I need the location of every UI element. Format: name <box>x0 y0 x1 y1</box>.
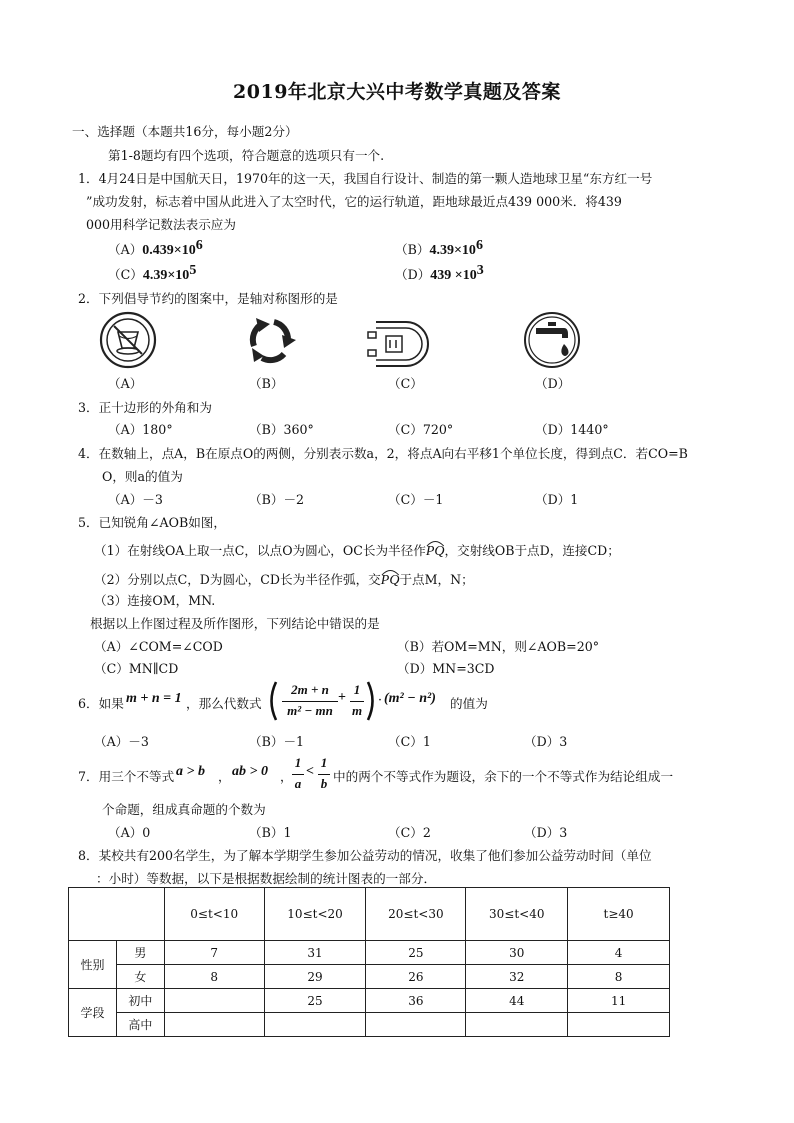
q2-stem: 2．下列倡导节约的图案中，是轴对称图形的是 <box>78 291 338 306</box>
arc-label: PQ <box>380 573 400 588</box>
arc-hat-icon <box>426 537 445 547</box>
q7-line2: 个命题，组成真命题的个数为 <box>102 802 266 817</box>
q1-option-c <box>108 263 196 284</box>
table-cell: 26 <box>366 965 466 989</box>
q5-option-b: （B）若OM=MN，则∠AOB=20° <box>397 639 600 654</box>
q1-option-d <box>395 263 484 284</box>
q4-line1: 4．在数轴上，点A，B在原点O的两侧，分别表示数a，2，将点A向右平移1个单位长度，得到点C．若CO=B <box>78 446 688 461</box>
q1-option-b <box>395 238 483 259</box>
table-header-cell: 0≤t<10 <box>164 888 264 941</box>
option-label: （B） <box>395 242 430 258</box>
table-cell: 29 <box>264 965 366 989</box>
right-paren-icon <box>366 680 378 722</box>
q1-line1: 1．4月24日是中国航天日，1970年的这一天，我国自行设计、制造的第一颗人造地球卫星“东方红一号 <box>78 171 653 186</box>
left-paren-icon <box>266 680 278 722</box>
q1-option-a <box>108 238 203 259</box>
section-instruction: 第1-8题均有四个选项，符合题意的选项只有一个. <box>108 148 385 163</box>
table-header-row <box>69 888 670 941</box>
table-cell <box>264 1013 366 1037</box>
fraction-bar <box>350 701 364 702</box>
q1-line2: ”成功发射，标志着中国从此进入了太空时代，它的运行轨道，距地球最近点439 000米．将439 <box>86 194 622 209</box>
step-text: （2）分别以点C，D为圆心，CD长为半径作弧，交 <box>94 572 381 587</box>
table-header-cell: 20≤t<30 <box>366 888 466 941</box>
group-label-stage: 学段 <box>69 989 117 1037</box>
table-corner-cell <box>69 888 165 941</box>
q5-step2 <box>94 569 474 589</box>
q6-plus: + <box>338 690 346 705</box>
no-waste-icon <box>98 310 158 370</box>
option-exponent: 3 <box>476 263 484 278</box>
q7-suffix: 中的两个不等式作为题设，余下的一个不等式作为结论组成一 <box>333 769 674 784</box>
q6-factor: (m² − n²) <box>384 691 436 706</box>
q2-label-a: （A） <box>108 376 143 391</box>
q3-option-d: （D）1440° <box>535 422 609 437</box>
row-label: 女 <box>116 965 164 989</box>
option-value: 4.39×10 <box>429 243 476 259</box>
option-label: （D） <box>395 267 431 283</box>
arc-hat-icon <box>381 566 400 576</box>
page-title: 2019年北京大兴中考数学真题及答案 <box>233 81 561 103</box>
fraction-bar <box>292 774 304 775</box>
q6-den2: m <box>351 703 363 718</box>
section-heading: 一、选择题（本题共16分，每小题2分） <box>72 124 298 139</box>
option-exponent: 5 <box>189 263 197 278</box>
table-cell: 32 <box>466 965 568 989</box>
q7-ineq1: a > b <box>176 764 205 779</box>
table-cell: 25 <box>264 989 366 1013</box>
q5-option-c: （C）MN∥CD <box>94 661 179 676</box>
table-row <box>69 1013 670 1037</box>
q6-dot: · <box>378 692 383 707</box>
table-cell: 25 <box>366 941 466 965</box>
q4-option-b: （B）－2 <box>249 492 305 507</box>
table-cell: 7 <box>164 941 264 965</box>
option-value: 439 ×10 <box>430 268 477 284</box>
table-cell <box>164 1013 264 1037</box>
table-cell: 8 <box>164 965 264 989</box>
q6-num1: 2m + n <box>291 682 329 697</box>
step-text: ，交射线OB于点D，连接CD； <box>444 543 620 558</box>
step-text: （1）在射线OA上取一点C，以点O为圆心，OC长为半径作 <box>94 543 426 558</box>
q2-label-b: （B） <box>249 376 284 391</box>
q7-option-b: （B）1 <box>249 825 292 840</box>
q3-option-c: （C）720° <box>388 422 454 437</box>
q4-option-c: （C）－1 <box>388 492 444 507</box>
table-cell: 44 <box>466 989 568 1013</box>
labor-hours-table <box>68 887 670 1037</box>
row-label: 高中 <box>116 1013 164 1037</box>
q6-suffix: 的值为 <box>450 696 488 711</box>
q5-option-a: （A）∠COM=∠COD <box>94 639 223 654</box>
q6-option-b: （B）－1 <box>249 734 305 749</box>
table-row <box>69 941 670 965</box>
q8-line2: ：小时）等数据，以下是根据数据绘制的统计图表的一部分． <box>96 871 437 886</box>
q6-option-c: （C）1 <box>388 734 431 749</box>
q7-lt: < <box>306 764 314 779</box>
group-label-gender: 性别 <box>69 941 117 989</box>
q7-num-b: 1 <box>320 755 328 770</box>
q7-option-d: （D）3 <box>524 825 568 840</box>
table-cell: 11 <box>568 989 670 1013</box>
table-cell: 4 <box>568 941 670 965</box>
table-header-cell: 10≤t<20 <box>264 888 366 941</box>
q7-option-c: （C）2 <box>388 825 431 840</box>
arc-pq <box>426 544 445 560</box>
q6-den1: m² − mn <box>287 703 333 718</box>
q3-stem: 3．正十边形的外角和为 <box>78 400 212 415</box>
q4-option-a: （A）－3 <box>108 492 163 507</box>
q5-stem: 5．已知锐角∠AOB如图， <box>78 515 226 530</box>
recycle-icon <box>240 310 302 372</box>
arc-label: PQ <box>425 544 445 559</box>
q6-prefix: 6．如果 <box>78 696 124 711</box>
step-text: 于点M，N； <box>399 572 474 587</box>
table-header-cell: 30≤t<40 <box>466 888 568 941</box>
q6-condition: m + n = 1 <box>126 691 182 706</box>
q7-sep2: ， <box>280 769 293 784</box>
option-exponent: 6 <box>475 238 483 253</box>
q2-label-d: （D） <box>535 376 571 391</box>
option-value: 4.39×10 <box>142 268 190 284</box>
table-cell: 30 <box>466 941 568 965</box>
q5-prompt: 根据以上作图过程及所作图形，下列结论中错误的是 <box>90 616 380 631</box>
q6-num2: 1 <box>353 682 361 697</box>
table-row <box>69 989 670 1013</box>
fraction-bar <box>318 774 330 775</box>
arc-pq <box>381 573 400 589</box>
q6-option-d: （D）3 <box>524 734 568 749</box>
table-cell <box>164 989 264 1013</box>
table-cell: 36 <box>366 989 466 1013</box>
q3-option-a: （A）180° <box>108 422 173 437</box>
q3-option-b: （B）360° <box>249 422 314 437</box>
q2-label-c: （C） <box>388 376 423 391</box>
q5-step1 <box>94 540 620 560</box>
table-cell <box>568 1013 670 1037</box>
q6-option-a: （A）－3 <box>94 734 149 749</box>
row-label: 男 <box>116 941 164 965</box>
q1-line3: 000用科学记数法表示应为 <box>86 217 236 232</box>
q7-sep: ， <box>218 769 231 784</box>
q4-option-d: （D）1 <box>535 492 579 507</box>
plug-icon <box>366 312 442 370</box>
option-label: （A） <box>108 242 143 258</box>
row-label: 初中 <box>116 989 164 1013</box>
option-value: 0.439×10 <box>142 243 196 259</box>
q7-prefix: 7．用三个不等式 <box>78 769 175 784</box>
q5-option-d: （D）MN=3CD <box>397 661 495 676</box>
q7-den-a: a <box>294 776 302 791</box>
q7-ineq2: ab > 0 <box>232 764 268 779</box>
table-header-cell: t≥40 <box>568 888 670 941</box>
table-cell: 31 <box>264 941 366 965</box>
q8-line1: 8．某校共有200名学生，为了解本学期学生参加公益劳动的情况，收集了他们参加公益劳动时间（单位 <box>78 848 652 863</box>
table-cell: 8 <box>568 965 670 989</box>
q6-middle: ，那么代数式 <box>186 696 262 711</box>
q7-option-a: （A）0 <box>108 825 151 840</box>
q7-den-b: b <box>320 776 328 791</box>
q4-line2: O，则a的值为 <box>102 469 183 484</box>
fraction-bar <box>282 701 338 702</box>
faucet-icon <box>522 310 582 370</box>
table-cell <box>466 1013 568 1037</box>
option-exponent: 6 <box>195 238 203 253</box>
q5-step3: （3）连接OM，MN. <box>94 593 216 608</box>
table-row <box>69 965 670 989</box>
q7-num-a: 1 <box>294 755 302 770</box>
table-cell <box>366 1013 466 1037</box>
option-label: （C） <box>108 267 143 283</box>
